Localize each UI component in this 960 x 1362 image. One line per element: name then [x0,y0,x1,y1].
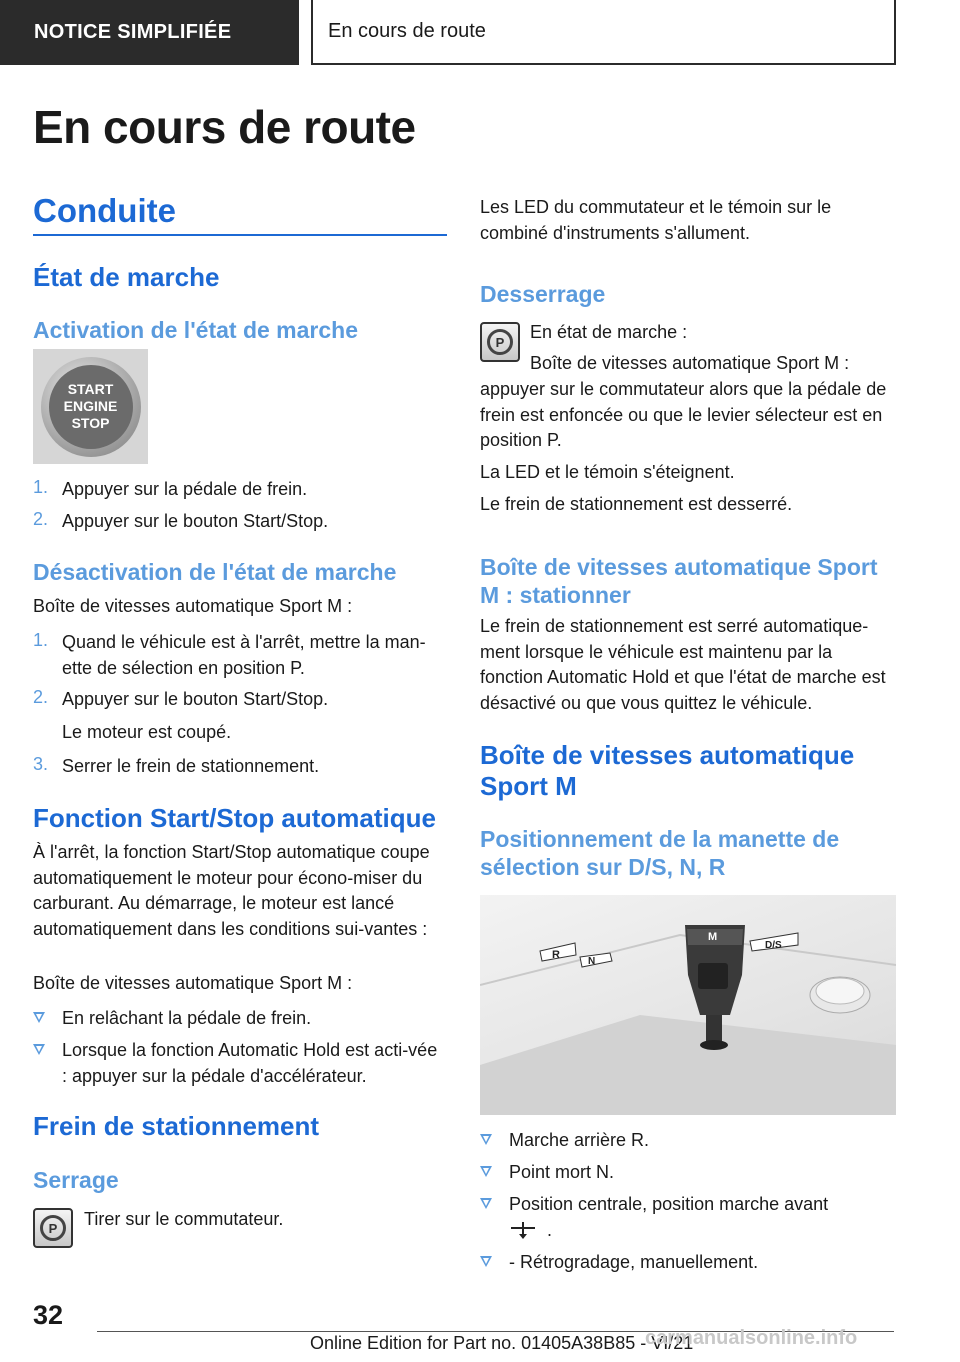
start-stop-intro: Boîte de vitesses automatique Sport M : [33,973,353,993]
page-number: 32 [33,1300,64,1330]
bullet-item: En relâchant la pédale de frein. [33,1006,447,1032]
heading-boite-sport: Boîte de vitesses automatique Sport M [480,740,855,801]
bullet-item: Point mort N. [480,1160,896,1186]
desserrage-line1: En état de marche : [530,322,688,342]
page-title: En cours de route [33,101,416,153]
start-stop-paragraph: À l'arrêt, la fonction Start/Stop automatique coupe automatiquement le moteur pour écono‐miser du carburant. Au démarrage, le moteur est lancé automatiquement dans les conditions sui‐vantes : [33,842,430,939]
footer-edition: Online Edition for Part no. 01405A38B85 - VI/21 [310,1333,694,1353]
intro-paragraph: Les LED du commutateur et le témoin sur le combiné d'instruments s'allument. [480,197,832,243]
svg-text:M: M [708,931,718,943]
heading-etat-de-marche: État de marche [33,262,220,292]
heading-conduite: Conduite [33,192,176,229]
bullet-triangle-icon [480,1166,492,1177]
list-item: 2. Appuyer sur le bouton Start/Stop. [33,509,329,531]
svg-text:N: N [588,956,596,967]
desserrage-line2: Boîte de vitesses automatique Sport M : [530,353,850,373]
heading-desactivation: Désactivation de l'état de marche [33,559,397,585]
bullet-triangle-icon [480,1198,492,1209]
bullet-item: Position centrale, position marche avant . [480,1192,896,1243]
header-section-label: NOTICE SIMPLIFIÉE [0,0,299,65]
bullet-item: Marche arrière R. [480,1128,896,1154]
serrage-text: Tirer sur le commutateur. [84,1209,284,1229]
desactivation-intro: Boîte de vitesses automatique Sport M : [33,596,353,616]
heading-serrage: Serrage [33,1167,119,1193]
list-item: 3. Serrer le frein de stationnement. [33,754,320,776]
svg-text:D/S: D/S [765,940,782,951]
heading-start-stop: Fonction Start/Stop automatique [33,803,436,833]
desserrage-paragraph: appuyer sur le commutateur alors que la pédale de frein est enfoncée ou que le levier sélecteur est en position P. [480,379,887,450]
bullet-triangle-icon [33,1012,45,1023]
heading-activation: Activation de l'état de marche [33,317,359,343]
led-off-text: La LED et le témoin s'éteignent. [480,462,735,482]
heading-desserrage: Desserrage [480,281,606,307]
watermark: carmanualsonline.info [645,1327,858,1349]
stationner-paragraph: Le frein de stationnement est serré automatique‐ment lorsque le véhicule est maintenu par la fonction Automatic Hold et que l'état de marche est désactivé ou que vous quittez le véhicule. [480,616,886,713]
list-item: 1. Appuyer sur la pédale de frein. [33,477,308,499]
gear-selector-image [480,895,896,1115]
frein-desserre-text: Le frein de stationnement est desserré. [480,494,793,514]
bullet-item: - Rétrogradage, manuellement. [480,1250,896,1276]
parking-brake-icon: P [480,322,520,362]
list-item: 1. Quand le véhicule est à l'arrêt, mettre la man‐ette de sélection en position P. [33,630,426,678]
bullet-item: Lorsque la fonction Automatic Hold est acti‐vée : appuyer sur la pédale d'accélérateur. [33,1038,447,1089]
heading-rule [33,234,447,236]
heading-positionnement: Positionnement de la manette de sélection sur D/S, N, R [480,826,840,880]
shift-down-icon [509,1220,537,1240]
list-item: 2. Appuyer sur le bouton Start/Stop. Le moteur est coupé. [33,687,329,742]
bullet-triangle-icon [33,1044,45,1055]
svg-text:R: R [552,949,560,961]
heading-stationner: Boîte de vitesses automatique Sport M : stationner [480,554,878,608]
bullet-triangle-icon [480,1134,492,1145]
header-chapter-label: En cours de route [311,0,896,65]
heading-frein: Frein de stationnement [33,1111,320,1141]
parking-brake-icon: P [33,1208,73,1248]
bullet-triangle-icon [480,1256,492,1267]
start-stop-button-image: START ENGINE STOP [33,349,148,464]
